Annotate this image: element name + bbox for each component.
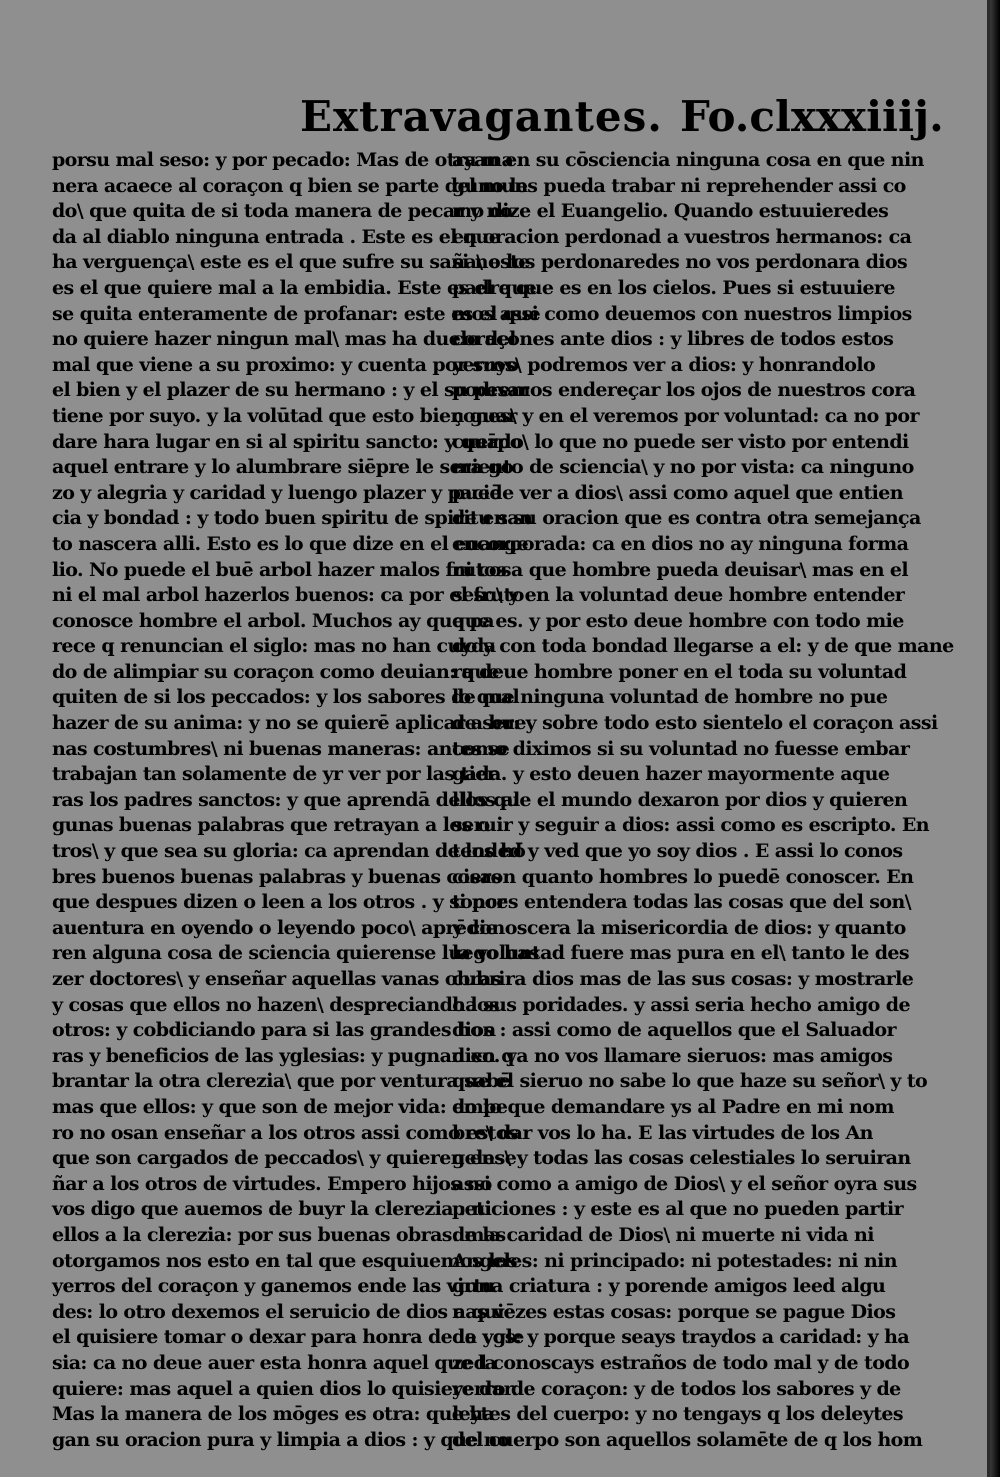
- right-column-line: çones\ y en el veremos por voluntad: ca no por: [452, 404, 919, 427]
- left-column-line: mal que viene a su proximo: y cuenta por suyo: [52, 353, 519, 376]
- left-column-line: tros\ y que sea su gloria: ca aprendan de los hō: [52, 840, 526, 863]
- left-column-line: da al diablo ninguna entrada . Este es el que: [52, 225, 501, 248]
- right-column-line: ha sus poridades. y assi seria hecho amigo de: [452, 993, 910, 1016]
- right-column-line: bre\ dar vos lo ha. E las virtudes de los An: [452, 1121, 873, 1144]
- right-column-line: lo que ninguna voluntad de hombre no pue: [452, 686, 888, 709]
- left-column-line: Mas la manera de los mōges es otra: que ha: [52, 1403, 495, 1426]
- right-column-line: cuerpo\ lo que no puede ser visto por entendi: [452, 430, 909, 453]
- left-column-line: quiere: mas aquel a quien dios lo quisiere dar.: [52, 1377, 518, 1400]
- left-column-line: porsu mal seso: y por pecado: Mas de otra ma: [52, 149, 514, 171]
- left-column-line: auentura en oyendo o leyendo poco\ aprēdie: [52, 916, 498, 939]
- right-column-line: peticiones : y este es al que no pueden partir: [452, 1198, 904, 1221]
- left-column-line: ellos a la clerezia: por sus buenas obras: mas: [52, 1223, 506, 1246]
- right-column-line: dios : assi como de aquellos que el Saluador: [452, 1019, 896, 1042]
- left-column-line: to nascera alli. Esto es lo que dize en el euange: [52, 532, 529, 555]
- right-column-line: que el sieruo no sabe lo que haze su señor\ y to: [452, 1070, 928, 1093]
- left-column-line: vos digo que auemos de buyr la clerezia : ni: [52, 1198, 492, 1221]
- left-column-line: mas que ellos: y que son de mejor vida: empe: [52, 1095, 508, 1118]
- left-column-line: do de alimpiar su coraçon como deuian: que: [52, 660, 499, 683]
- left-column-line: ñar a los otros de virtudes. Empero hijos no: [52, 1172, 492, 1195]
- left-column-line: trabajan tan solamente de yr ver por las tier: [52, 763, 497, 786]
- right-column-line: mo dize el Euangelio. Quando estuuieredes: [452, 200, 889, 223]
- page-edge-shadow: [990, 0, 1000, 1477]
- left-column-line: otros: y cobdiciando para si las grandes hon: [52, 1019, 496, 1042]
- right-column-line: seso\ y en la voluntad deue hombre entender: [452, 584, 905, 607]
- right-column-line: podremos endereçar los ojos de nuestros cora: [452, 379, 916, 402]
- left-column-line: gan su oracion pura y limpia a dios : y que no: [52, 1428, 510, 1451]
- right-column-line: y conoscera la misericordia de dios: y quanto: [452, 916, 906, 939]
- right-column-line: que es. y por esto deue hombre con todo mie: [452, 609, 904, 632]
- right-column-line: de vos: y porque seays traydos a caridad: y ha: [452, 1326, 910, 1349]
- right-column-line: coraçones ante dios : y libres de todos estos: [452, 328, 894, 351]
- right-column-line: padre que es en los cielos. Pues si estuuiere: [452, 276, 895, 299]
- right-column-line: guna criatura : y porende amigos leed algu: [452, 1275, 886, 1298]
- right-column-line: guno les pueda trabar ni reprehender assi co: [452, 174, 906, 197]
- left-column-line: ni el mal arbol hazerlos buenos: ca por el fruto: [52, 584, 524, 607]
- left-column-line: cia y bondad : y todo buen spiritu de spiritu san: [52, 507, 533, 530]
- right-column-line: yerro de coraçon: y de todos los sabores y de: [452, 1377, 901, 1400]
- right-column-line: assi como a amigo de Dios\ y el señor oyra sus: [452, 1172, 917, 1195]
- right-column-line: tended y ved que yo soy dios . E assi lo conos: [452, 840, 903, 863]
- right-column-line: do lo que demandare ys al Padre en mi nom: [452, 1095, 894, 1118]
- right-column-line: miento de sciencia\ y no por vista: ca ninguno: [452, 456, 914, 479]
- left-column-line: conosce hombre el arbol. Muchos ay que pa: [52, 609, 494, 632]
- right-column-line: Angeles: ni principado: ni potestades: ni nin: [452, 1249, 897, 1272]
- left-column-line: el bien y el plazer de su hermano : y el su pesar: [52, 379, 529, 402]
- right-column-line: mos assi como deuemos con nuestros limpios: [452, 302, 912, 325]
- left-column-line: ras los padres sanctos: y que aprendā dellos al: [52, 788, 520, 811]
- left-column-line: ha verguença\ este es el que sufre su saña\ este: [52, 251, 530, 274]
- right-column-line: gada. y esto deuen hazer mayormente aque: [452, 763, 890, 786]
- left-column-line: que despues dizen o leen a los otros . y si por: [52, 891, 507, 914]
- left-column-line: lio. No puede el buē arbol hazer malos frutos: [52, 558, 507, 581]
- left-column-line: hazer de su anima: y no se quierē aplicar a bue: [52, 712, 526, 735]
- left-column-line: que son cargados de peccados\ y quieren ense: [52, 1147, 517, 1170]
- folio-number: Fo.clxxxiiij.: [680, 92, 944, 141]
- left-column-line: sia: ca no deue auer esta honra aquel que la: [52, 1351, 497, 1374]
- left-column-line: ro no osan enseñar a los otros assi como estos: [52, 1121, 519, 1144]
- right-column-line: yerros\ podremos ver a dios: y honrandolo: [452, 353, 876, 376]
- running-title: Extravagantes.: [300, 92, 663, 141]
- right-column-line: seruir y seguir a dios: assi como es escripto. En: [452, 814, 929, 837]
- right-column-line: dixo. ya no vos llamare sieruos: mas amigos: [452, 1044, 893, 1067]
- right-column-line: geles\ y todas las cosas celestiales lo seruiran: [452, 1147, 911, 1170]
- right-column-line: en oracion perdonad a vuestros hermanos: ca: [452, 225, 912, 248]
- left-column-line: se quita enteramente de profanar: este es el que: [52, 302, 541, 325]
- left-column-line: do\ que quita de si toda manera de pecar y no: [52, 200, 512, 223]
- left-column-line: aquel entrare y lo alumbrare siēpre le sera go: [52, 456, 513, 479]
- left-column-line: gunas buenas palabras que retrayan a los o: [52, 814, 490, 837]
- left-column-line: des: lo otro dexemos el seruicio de dios a quiē: [52, 1300, 516, 1323]
- right-column-line: llos que el mundo dexaron por dios y quieren: [452, 788, 908, 811]
- left-column-line: y cosas que ellos no hazen\ despreciando los: [52, 993, 500, 1016]
- left-column: [52, 148, 541, 1453]
- left-column-line: yerros del coraçon y ganemos ende las virtu: [52, 1275, 495, 1298]
- left-column-line: nera acaece al coraçon q bien se parte del mun: [52, 174, 528, 197]
- left-column-line: brantar la otra clerezia\ que por ventura sabē: [52, 1070, 511, 1093]
- left-column-line: no quiere hazer ningun mal\ mas ha duelo del: [52, 328, 516, 351]
- left-column-line: otorgamos nos esto en tal que esquiuemos los: [52, 1249, 517, 1272]
- left-column-line: quiten de si los peccados: y los sabores de mal: [52, 686, 520, 709]
- left-column-line: dare hara lugar en si al spiritu sancto: y quādo: [52, 430, 524, 453]
- left-column-line: zo y alegria y caridad y luengo plazer y paciē: [52, 481, 502, 504]
- right-column-line: la voluntad fuere mas pura en el\ tanto le des: [452, 942, 909, 965]
- right-column-line: tonces entendera todas las cosas que del son\: [452, 891, 912, 914]
- left-column-line: nas costumbres\ ni buenas maneras: antes se: [52, 737, 510, 760]
- right-column-line: ni cosa que hombre pueda deuisar\ mas en el: [452, 558, 909, 581]
- right-column-line: de en su oracion que es contra otra semejança: [452, 507, 921, 530]
- right-column-line: cubrira dios mas de las sus cosas: y mostrarle: [452, 968, 914, 990]
- right-column-line: del cuerpo son aquellos solamēte de q los hom: [452, 1428, 923, 1451]
- left-column-line: bres buenos buenas palabras y buenas cosas: [52, 865, 502, 888]
- right-column-line: puede ver a dios\ assi como aquel que entien: [452, 481, 903, 504]
- right-column-line: zed conoscays estraños de todo mal y de todo: [452, 1351, 910, 1374]
- right-column-line: de la caridad de Dios\ ni muerte ni vida ni: [452, 1223, 874, 1246]
- right-column-line: do y con toda bondad llegarse a el: y de que mane: [452, 635, 954, 658]
- right-column-line: cieron quanto hombres lo puedē conoscer. En: [452, 865, 914, 888]
- left-column-line: el quisiere tomar o dexar para honra de la ygle: [52, 1326, 524, 1349]
- right-column-line: de ser: y sobre todo esto sientelo el coraçon assi: [452, 712, 938, 735]
- right-column-line: nas vezes estas cosas: porque se pague Dios: [452, 1300, 896, 1323]
- left-column-line: es el que quiere mal a la embidia. Este es el que: [52, 276, 537, 299]
- right-column-line: leytes del cuerpo: y no tengays q los deleytes: [452, 1403, 903, 1426]
- right-column-line: si no los perdonaredes no vos perdonara dios: [452, 251, 908, 274]
- right-column-line: ayan en su cōsciencia ninguna cosa en que nin: [452, 149, 924, 171]
- right-column-line: encorporada: ca en dios no ay ninguna forma: [452, 532, 909, 555]
- left-column-line: ren alguna cosa de sciencia quierense luego has: [52, 942, 539, 965]
- left-column-line: ras y beneficios de las yglesias: y pugnan en q: [52, 1044, 514, 1067]
- right-column-line: como diximos si su voluntad no fuesse embar: [452, 737, 910, 760]
- left-column-line: zer doctores\ y enseñar aquellas vanas obras: [52, 968, 501, 990]
- left-column-line: tiene por suyo. y la volūtad que esto bien guar: [52, 404, 517, 427]
- right-column: [452, 148, 954, 1453]
- right-column-line: ra deue hombre poner en el toda su voluntad: [452, 660, 907, 683]
- left-column-line: rece q renuncian el siglo: mas no han cuyda: [52, 635, 496, 658]
